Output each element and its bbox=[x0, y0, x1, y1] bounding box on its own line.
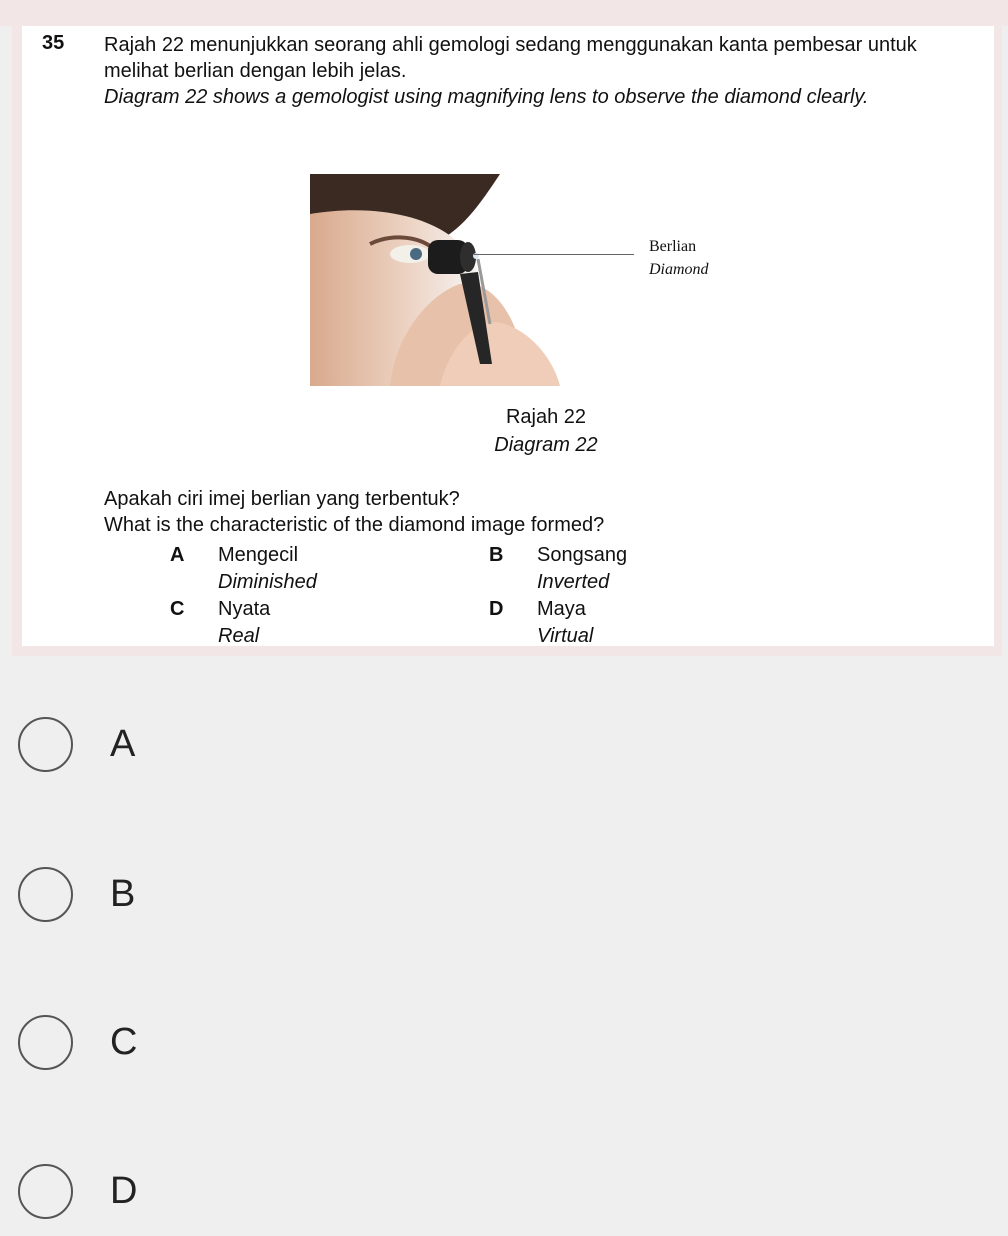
option-text-english: Real bbox=[218, 625, 260, 647]
radio-button[interactable] bbox=[18, 1015, 73, 1070]
option-letter: D bbox=[489, 598, 504, 620]
choice-a[interactable] bbox=[18, 717, 318, 777]
option-letter: B bbox=[489, 544, 504, 566]
diamond-label-malay: Berlian bbox=[649, 238, 697, 255]
top-strip bbox=[0, 0, 1008, 26]
option-text-malay: Mengecil bbox=[218, 544, 299, 566]
choice-b[interactable] bbox=[18, 867, 318, 927]
diamond-leader-line bbox=[474, 254, 634, 255]
figure-caption-english: Diagram 22 bbox=[494, 434, 598, 456]
question-text-malay: Rajah 22 menunjukkan seorang ahli gemologi sedang menggunakan kanta pembesar untuk melihat berlian dengan lebih jelas. bbox=[104, 34, 917, 82]
option-text-english: Inverted bbox=[537, 571, 610, 593]
question-content bbox=[22, 26, 994, 646]
gemologist-photo bbox=[310, 174, 598, 386]
option-text-malay: Maya bbox=[537, 598, 586, 620]
figure-caption-malay: Rajah 22 bbox=[505, 406, 587, 428]
diamond-label-english: Diamond bbox=[649, 261, 709, 278]
choice-label: C bbox=[110, 1021, 138, 1063]
option-text-malay: Songsang bbox=[537, 544, 628, 566]
choice-label: A bbox=[110, 723, 136, 765]
question-number: 35 bbox=[42, 32, 65, 54]
choice-d[interactable] bbox=[18, 1164, 318, 1224]
radio-button[interactable] bbox=[18, 1164, 73, 1219]
radio-button[interactable] bbox=[18, 867, 73, 922]
option-text-english: Diminished bbox=[218, 571, 317, 593]
question-text-english: Diagram 22 shows a gemologist using magnifying lens to observe the diamond clearly. bbox=[104, 86, 869, 108]
choice-label: B bbox=[110, 873, 136, 915]
option-text-malay: Nyata bbox=[218, 598, 271, 620]
question-card bbox=[12, 26, 1002, 656]
option-letter: C bbox=[170, 598, 185, 620]
prompt-english: What is the characteristic of the diamond image formed? bbox=[104, 514, 605, 536]
choice-c[interactable] bbox=[18, 1015, 318, 1075]
option-letter: A bbox=[170, 544, 185, 566]
option-text-english: Virtual bbox=[537, 625, 594, 647]
prompt-malay: Apakah ciri imej berlian yang terbentuk? bbox=[104, 488, 460, 510]
radio-button[interactable] bbox=[18, 717, 73, 772]
choice-label: D bbox=[110, 1170, 138, 1212]
